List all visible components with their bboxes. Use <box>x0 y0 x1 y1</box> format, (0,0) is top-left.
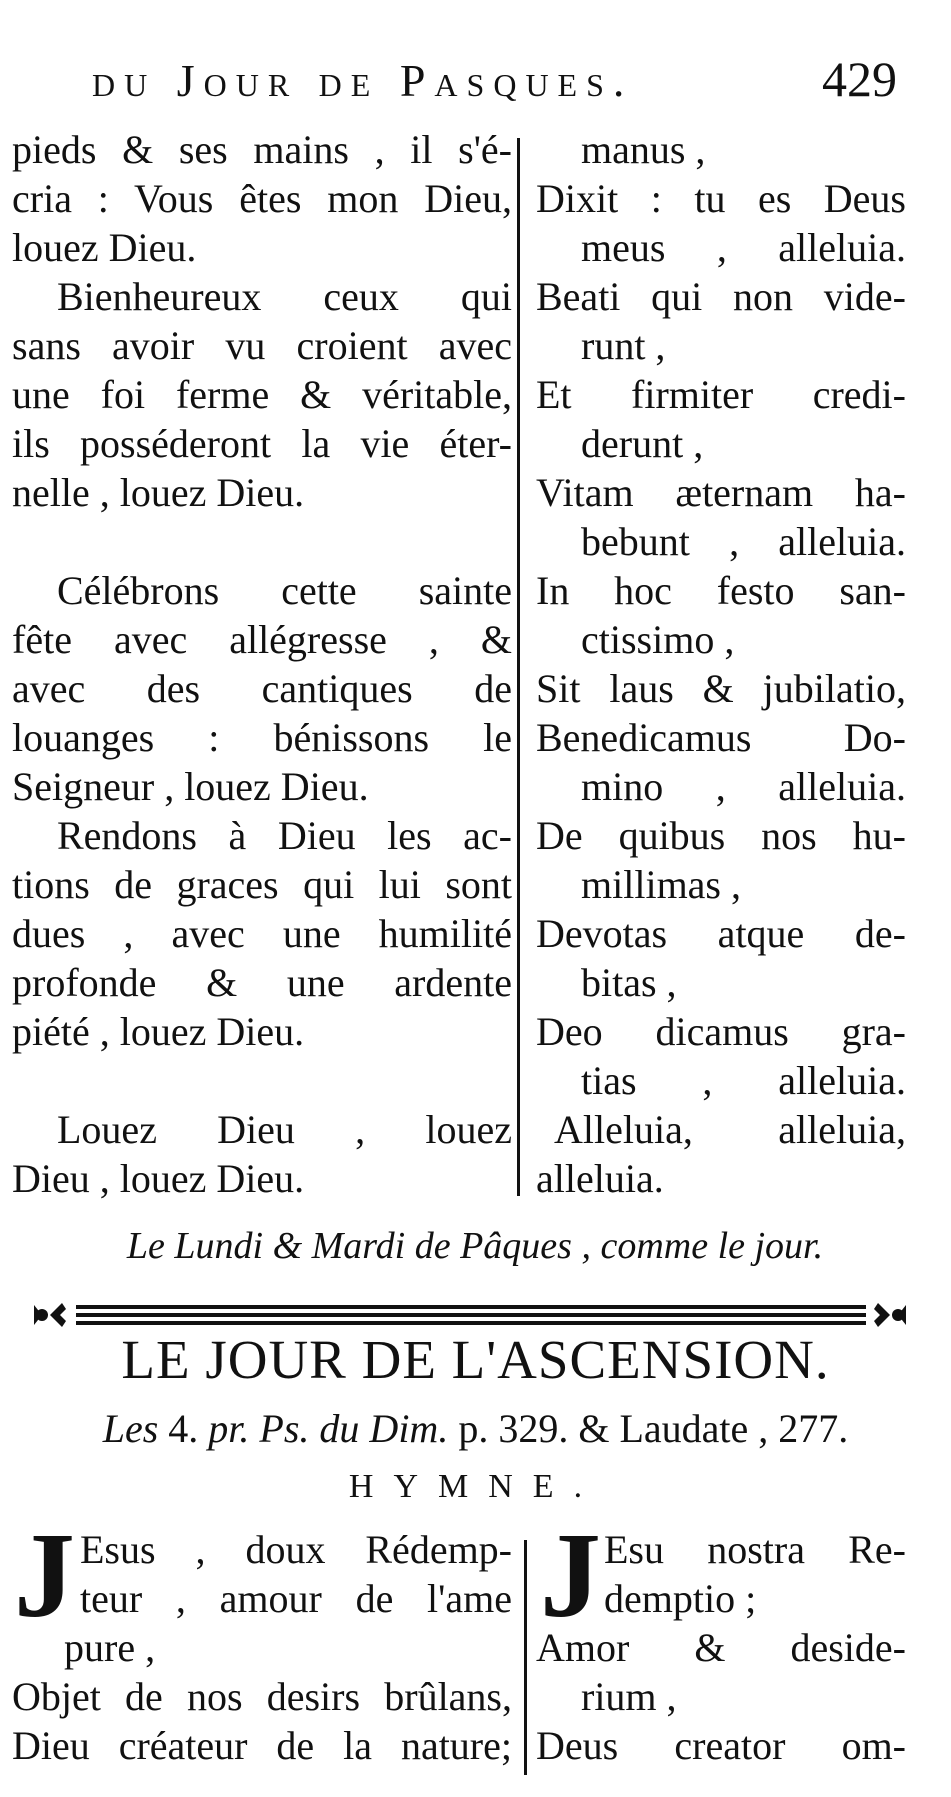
text-line: dues , avec une humilité <box>12 911 512 956</box>
office-reference <box>0 1405 951 1452</box>
text-line: In hoc festo san- <box>536 568 906 613</box>
ref-text: 4. <box>168 1406 199 1451</box>
fleuron-right-icon <box>874 1303 906 1327</box>
running-header <box>92 50 897 120</box>
text-line: Et firmiter credi- <box>536 372 906 417</box>
text-line: runt , <box>581 323 666 368</box>
text-line: bitas , <box>581 960 677 1005</box>
text-line: manus , <box>581 127 706 172</box>
text-line: alleluia. <box>536 1156 664 1201</box>
text-line: Devotas atque de- <box>536 911 906 956</box>
text-line: tions de graces qui lui sont <box>12 862 512 907</box>
text-line: Deus creator om- <box>536 1723 906 1768</box>
text-line: De quibus nos hu- <box>536 813 906 858</box>
text-line: meus , alleluia. <box>581 225 906 270</box>
ref-text: Laudate , 277. <box>619 1406 849 1451</box>
ref-text: & <box>578 1406 610 1451</box>
text-line: Alleluia, alleluia, <box>554 1107 906 1152</box>
drop-cap: J <box>14 1508 75 1643</box>
page-number: 429 <box>822 51 897 107</box>
text-line: demptio ; <box>604 1576 757 1621</box>
running-title: du Jour de Pasques. <box>92 55 634 106</box>
text-line: ctissimo , <box>581 617 735 662</box>
rubric: Le Lundi & Mardi de Pâques , comme le jour. <box>126 1225 824 1267</box>
text-line: fête avec allégresse , & <box>12 617 512 662</box>
drop-cap: J <box>540 1508 601 1643</box>
text-line: Dieu , louez Dieu. <box>12 1156 305 1201</box>
text-line: rium , <box>581 1674 677 1719</box>
text-line: Beati qui non vide- <box>536 274 906 319</box>
text-line: sans avoir vu croient avec <box>12 323 512 368</box>
text-line: avec des cantiques de <box>12 666 512 711</box>
ref-text: p. 329. <box>458 1406 569 1451</box>
text-line: piété , louez Dieu. <box>12 1009 305 1054</box>
text-line: millimas , <box>581 862 741 907</box>
text-line: Louez Dieu , louez <box>57 1107 512 1152</box>
text-line: cria : Vous êtes mon Dieu, <box>12 176 512 221</box>
text-line: Dixit : tu es Deus <box>536 176 906 221</box>
text-line: Benedicamus Do- <box>536 715 906 760</box>
text-line: nelle , louez Dieu. <box>12 470 305 515</box>
hymn-label: HYMNE. <box>348 1468 603 1505</box>
section-title: LE JOUR DE L'ASCENSION. <box>121 1329 830 1390</box>
text-line: Deo dicamus gra- <box>536 1009 906 1054</box>
text-line: derunt , <box>581 421 704 466</box>
text-line: pieds & ses mains , il s'é- <box>12 127 512 172</box>
french-column <box>12 125 512 1203</box>
latin-column <box>536 125 906 1203</box>
ref-text: Les <box>102 1406 159 1451</box>
fleuron-left-icon <box>34 1303 66 1327</box>
text-line: Bienheureux ceux qui <box>57 274 512 319</box>
text-line: Sit laus & jubilatio, <box>536 666 906 711</box>
text-line: Amor & deside- <box>536 1625 906 1670</box>
text-line: ils posséderont la vie éter- <box>12 421 512 466</box>
text-line: Rendons à Dieu les ac- <box>57 813 512 858</box>
hymn-column-rule <box>524 1540 527 1775</box>
text-line: bebunt , alleluia. <box>581 519 906 564</box>
text-line: mino , alleluia. <box>581 764 906 809</box>
text-line: Dieu créateur de la nature; <box>12 1723 512 1768</box>
text-line: Esu nostra Re- <box>604 1527 906 1572</box>
text-line: Seigneur , louez Dieu. <box>12 764 369 809</box>
text-line: louanges : bénissons le <box>12 715 512 760</box>
text-line: Célébrons cette sainte <box>57 568 512 613</box>
text-line: tias , alleluia. <box>581 1058 906 1103</box>
text-line: profonde & une ardente <box>12 960 512 1005</box>
text-line: teur , amour de l'ame <box>80 1576 512 1621</box>
text-line: Objet de nos desirs brûlans, <box>12 1674 512 1719</box>
ref-text: pr. Ps. du Dim. <box>208 1406 449 1451</box>
text-line: Esus , doux Rédemp- <box>80 1527 512 1572</box>
hymn-french-column <box>12 1525 512 1770</box>
text-line: pure , <box>64 1625 156 1670</box>
column-rule <box>517 138 520 1196</box>
text-line: louez Dieu. <box>12 225 197 270</box>
text-line: Vitam æternam ha- <box>536 470 906 515</box>
hymn-latin-column <box>536 1525 906 1770</box>
text-line: une foi ferme & véritable, <box>12 372 512 417</box>
